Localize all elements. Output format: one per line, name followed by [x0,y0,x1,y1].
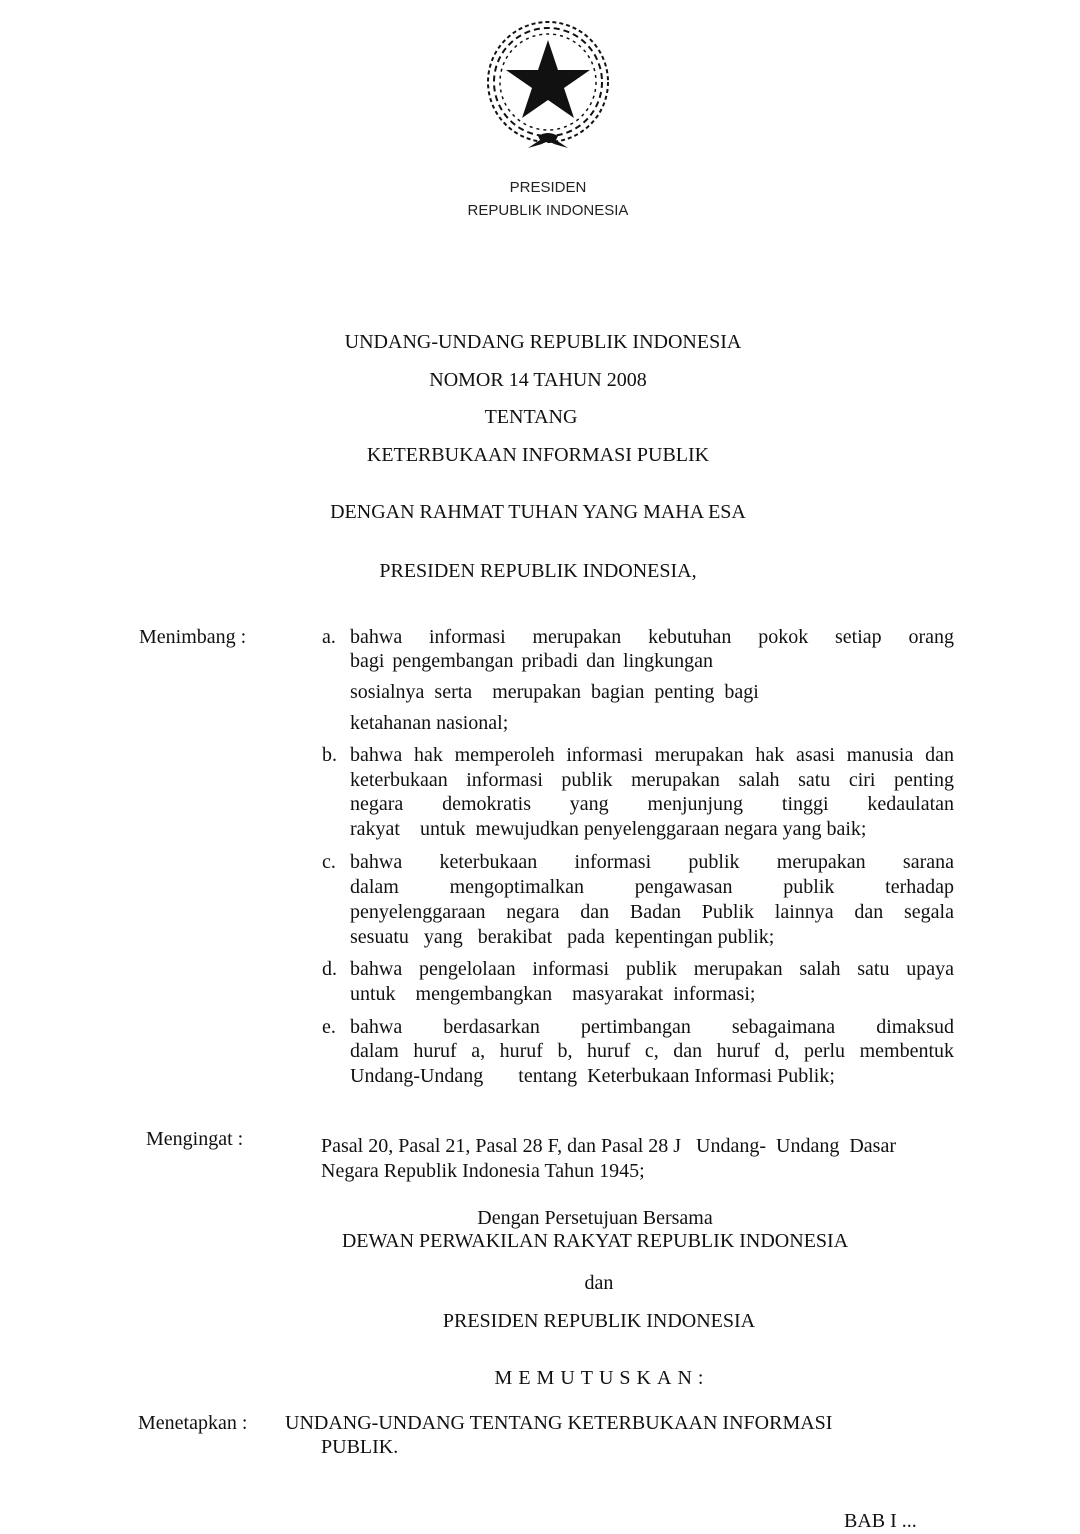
item-line: keterbukaan informasi publik merupakan salah satu ciri penting [350,769,954,791]
menetapkan-line: PUBLIK. [321,1436,399,1458]
president-heading: PRESIDEN REPUBLIK INDONESIA, [379,560,697,582]
item-line: ketahanan nasional; [350,712,509,734]
header-president: PRESIDEN [509,179,587,196]
item-line: bahwa informasi merupakan kebutuhan pokok setiap orang [350,626,954,648]
mengingat-label: Mengingat : [146,1128,244,1150]
item-line: sosialnya serta merupakan bagian penting bagi [350,681,759,703]
title-line-1: UNDANG-UNDANG REPUBLIK INDONESIA [344,331,742,353]
continuation-marker: BAB I ... [844,1510,917,1532]
conjunction: dan [584,1272,614,1294]
mengingat-line: Negara Republik Indonesia Tahun 1945; [321,1160,645,1182]
menetapkan-label: Menetapkan : [138,1412,248,1434]
item-line: dalam mengoptimalkan pengawasan publik terhadap [350,876,954,898]
item-line: bagi pengembangan pribadi dan lingkungan [350,650,714,672]
header-republic: REPUBLIK INDONESIA [467,202,629,219]
title-subject: KETERBUKAAN INFORMASI PUBLIK [366,444,710,466]
approval-line: Dengan Persetujuan Bersama [477,1207,713,1229]
item-line: bahwa keterbukaan informasi publik merupakan sarana [350,851,954,873]
item-line: bahwa pengelolaan informasi publik merupakan salah satu upaya [350,958,954,980]
item-line: negara demokratis yang menjunjung tinggi kedaulatan [350,793,954,815]
item-line: rakyat untuk mewujudkan penyelenggaraan negara yang baik; [350,818,867,840]
item-marker: a. [322,626,336,648]
item-line: bahwa berdasarkan pertimbangan sebagaimana dimaksud [350,1016,954,1038]
item-line: penyelenggaraan negara dan Badan Publik lainnya dan segala [350,901,954,923]
item-line: sesuatu yang berakibat pada kepentingan publik; [350,926,775,948]
memutuskan-heading: MEMUTUSKAN: [494,1367,710,1389]
item-line: Undang-Undang tentang Keterbukaan Informasi Publik; [350,1065,835,1087]
garuda-emblem-icon [480,18,616,154]
item-marker: b. [322,744,337,766]
item-line: untuk mengembangkan masyarakat informasi; [350,983,756,1005]
invocation: DENGAN RAHMAT TUHAN YANG MAHA ESA [330,501,746,523]
item-marker: e. [322,1016,336,1038]
item-line: dalam huruf a, huruf b, huruf c, dan huruf d, perlu membentuk [350,1040,954,1062]
menetapkan-line: UNDANG-UNDANG TENTANG KETERBUKAAN INFORMASI [285,1412,833,1434]
item-marker: d. [322,958,337,980]
menimbang-label: Menimbang : [139,626,247,648]
title-tentang: TENTANG [484,406,578,428]
dpr-line: DEWAN PERWAKILAN RAKYAT REPUBLIK INDONESIA [341,1230,849,1252]
title-number: NOMOR 14 TAHUN 2008 [429,369,647,391]
president-line: PRESIDEN REPUBLIK INDONESIA [442,1310,756,1332]
item-marker: c. [322,851,336,873]
mengingat-line: Pasal 20, Pasal 21, Pasal 28 F, dan Pasal 28 J Undang- Undang Dasar [321,1135,896,1157]
item-line: bahwa hak memperoleh informasi merupakan hak asasi manusia dan [350,744,954,766]
